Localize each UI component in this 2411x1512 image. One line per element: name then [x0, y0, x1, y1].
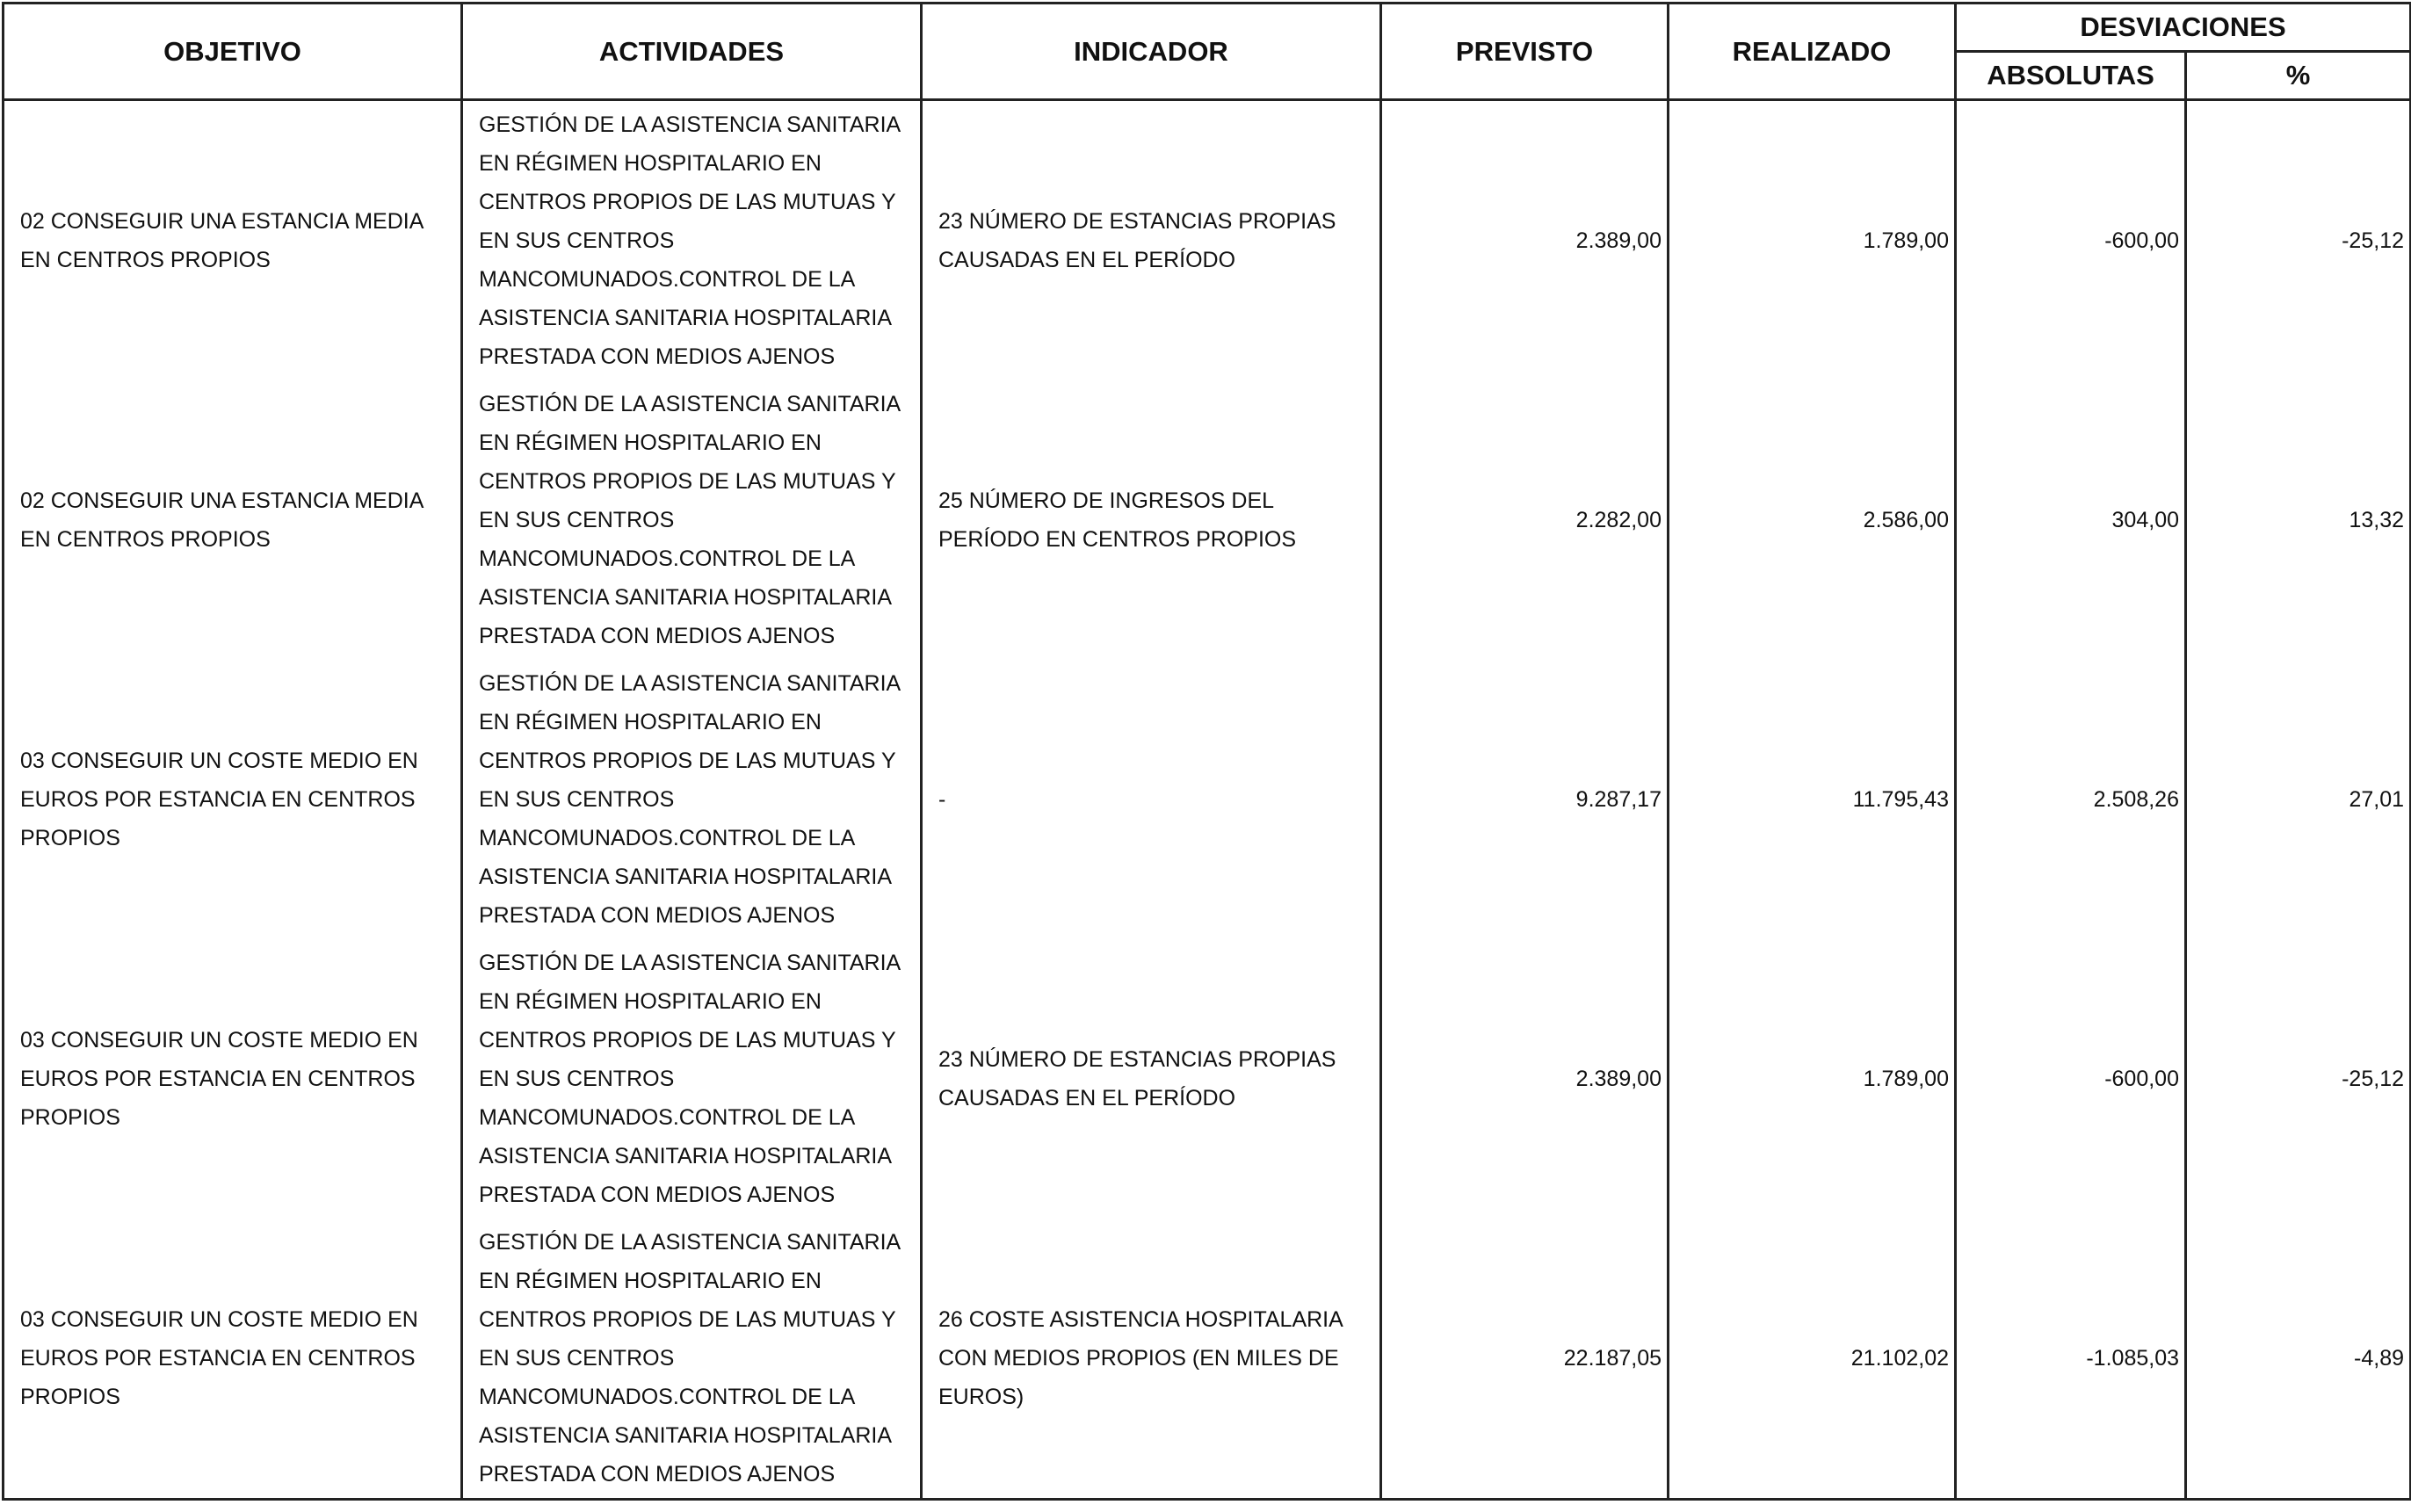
header-desviaciones: DESVIACIONES — [1956, 4, 2411, 52]
cell-realizado: 1.789,00 — [1669, 100, 1956, 381]
objetivo-text: 03 CONSEGUIR UN COSTE MEDIO EN EUROS POR ESTANCIA EN CENTROS PROPIOS — [20, 749, 418, 850]
indicador-text: 23 NÚMERO DE ESTANCIAS PROPIAS CAUSADAS EN EL PERÍODO — [938, 209, 1336, 272]
cell-objetivo — [4, 660, 462, 939]
cell-previsto: 2.389,00 — [1381, 939, 1669, 1219]
cell-actividades — [462, 1219, 922, 1500]
objetivo-text: 03 CONSEGUIR UN COSTE MEDIO EN EUROS POR ESTANCIA EN CENTROS PROPIOS — [20, 1307, 418, 1409]
table-row — [4, 1219, 2411, 1500]
cell-absolutas: 304,00 — [1956, 380, 2186, 660]
header-indicador: INDICADOR — [922, 4, 1381, 100]
cell-actividades — [462, 939, 922, 1219]
cell-absolutas: -600,00 — [1956, 100, 2186, 381]
cell-indicador — [922, 660, 1381, 939]
table-body — [4, 100, 2411, 1500]
objetivo-text: 02 CONSEGUIR UNA ESTANCIA MEDIA EN CENTROS PROPIOS — [20, 209, 424, 272]
cell-previsto: 2.282,00 — [1381, 380, 1669, 660]
header-previsto: PREVISTO — [1381, 4, 1669, 100]
cell-previsto: 22.187,05 — [1381, 1219, 1669, 1500]
table-row — [4, 380, 2411, 660]
cell-realizado: 1.789,00 — [1669, 939, 1956, 1219]
cell-porcentaje: -25,12 — [2186, 100, 2411, 381]
cell-absolutas: -600,00 — [1956, 939, 2186, 1219]
cell-actividades — [462, 660, 922, 939]
cell-objetivo — [4, 939, 462, 1219]
indicador-text: 23 NÚMERO DE ESTANCIAS PROPIAS CAUSADAS EN EL PERÍODO — [938, 1047, 1336, 1110]
actividades-text: GESTIÓN DE LA ASISTENCIA SANITARIA EN RÉGIMEN HOSPITALARIO EN CENTROS PROPIOS DE LAS MUTUAS Y EN SUS CENTROS MANCOMUNADOS.CONTROL DE LA ASISTENCIA SANITARIA HOSPITALARIA PRESTADA CON MEDIOS AJENOS — [479, 112, 901, 369]
table-header — [4, 4, 2411, 100]
cell-porcentaje: -25,12 — [2186, 939, 2411, 1219]
cell-previsto: 2.389,00 — [1381, 100, 1669, 381]
cell-actividades — [462, 100, 922, 381]
objetivo-text: 02 CONSEGUIR UNA ESTANCIA MEDIA EN CENTROS PROPIOS — [20, 488, 424, 552]
cell-realizado: 2.586,00 — [1669, 380, 1956, 660]
table-row — [4, 660, 2411, 939]
objectives-table — [2, 2, 2411, 1501]
cell-porcentaje: 13,32 — [2186, 380, 2411, 660]
cell-indicador — [922, 380, 1381, 660]
header-actividades: ACTIVIDADES — [462, 4, 922, 100]
actividades-text: GESTIÓN DE LA ASISTENCIA SANITARIA EN RÉGIMEN HOSPITALARIO EN CENTROS PROPIOS DE LAS MUTUAS Y EN SUS CENTROS MANCOMUNADOS.CONTROL DE LA ASISTENCIA SANITARIA HOSPITALARIA PRESTADA CON MEDIOS AJENOS — [479, 951, 901, 1207]
cell-realizado: 11.795,43 — [1669, 660, 1956, 939]
indicador-text: 25 NÚMERO DE INGRESOS DEL PERÍODO EN CENTROS PROPIOS — [938, 488, 1297, 552]
cell-absolutas: 2.508,26 — [1956, 660, 2186, 939]
actividades-text: GESTIÓN DE LA ASISTENCIA SANITARIA EN RÉGIMEN HOSPITALARIO EN CENTROS PROPIOS DE LAS MUTUAS Y EN SUS CENTROS MANCOMUNADOS.CONTROL DE LA ASISTENCIA SANITARIA HOSPITALARIA PRESTADA CON MEDIOS AJENOS — [479, 392, 901, 648]
indicador-text: 26 COSTE ASISTENCIA HOSPITALARIA CON MEDIOS PROPIOS (EN MILES DE EUROS) — [938, 1307, 1343, 1409]
table-row — [4, 939, 2411, 1219]
actividades-text: GESTIÓN DE LA ASISTENCIA SANITARIA EN RÉGIMEN HOSPITALARIO EN CENTROS PROPIOS DE LAS MUTUAS Y EN SUS CENTROS MANCOMUNADOS.CONTROL DE LA ASISTENCIA SANITARIA HOSPITALARIA PRESTADA CON MEDIOS AJENOS — [479, 1230, 901, 1487]
indicador-text: - — [938, 787, 946, 812]
cell-objetivo — [4, 100, 462, 381]
cell-indicador — [922, 100, 1381, 381]
cell-absolutas: -1.085,03 — [1956, 1219, 2186, 1500]
cell-porcentaje: 27,01 — [2186, 660, 2411, 939]
cell-indicador — [922, 1219, 1381, 1500]
cell-objetivo — [4, 380, 462, 660]
cell-previsto: 9.287,17 — [1381, 660, 1669, 939]
header-realizado: REALIZADO — [1669, 4, 1956, 100]
header-objetivo: OBJETIVO — [4, 4, 462, 100]
header-absolutas: ABSOLUTAS — [1956, 52, 2186, 100]
table-row — [4, 100, 2411, 381]
cell-indicador — [922, 939, 1381, 1219]
objetivo-text: 03 CONSEGUIR UN COSTE MEDIO EN EUROS POR ESTANCIA EN CENTROS PROPIOS — [20, 1028, 418, 1130]
cell-porcentaje: -4,89 — [2186, 1219, 2411, 1500]
cell-actividades — [462, 380, 922, 660]
header-porcentaje: % — [2186, 52, 2411, 100]
actividades-text: GESTIÓN DE LA ASISTENCIA SANITARIA EN RÉGIMEN HOSPITALARIO EN CENTROS PROPIOS DE LAS MUTUAS Y EN SUS CENTROS MANCOMUNADOS.CONTROL DE LA ASISTENCIA SANITARIA HOSPITALARIA PRESTADA CON MEDIOS AJENOS — [479, 671, 901, 928]
cell-objetivo — [4, 1219, 462, 1500]
cell-realizado: 21.102,02 — [1669, 1219, 1956, 1500]
